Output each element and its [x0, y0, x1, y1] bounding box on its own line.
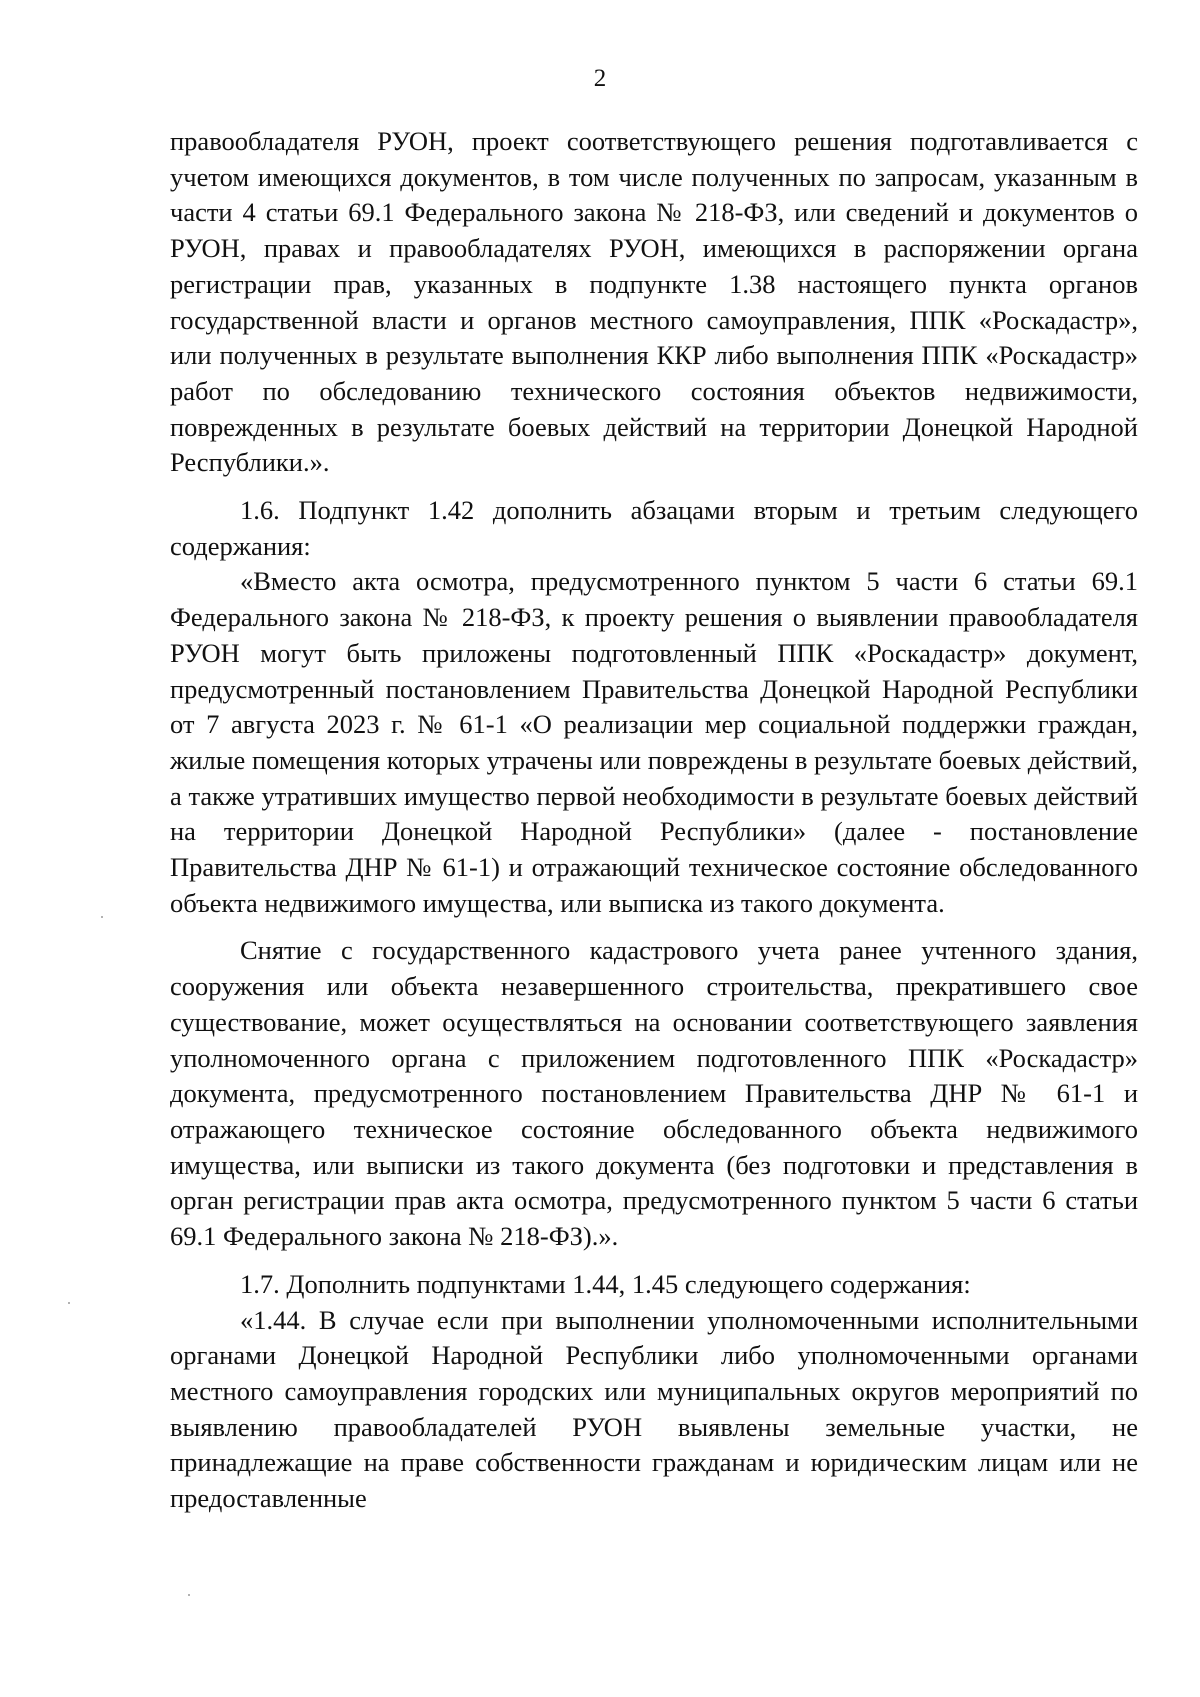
- document-body: [170, 124, 1138, 1517]
- paragraph-item-1-6: 1.6. Подпункт 1.42 дополнить абзацами вторым и третьим следующего содержания:: [170, 495, 1138, 561]
- paragraph-cadastral-removal: Снятие с государственного кадастрового учета ранее учтенного здания, сооружения или объекта незавершенного строительства, прекратившего свое существование, может осуществляться на основании соответствующего заявления уполномоченного органа с приложением подготовленного ППК «Роскадастр» документа, предусмотренного постановлением Правительства ДНР № 61-1 и отражающего техническое состояние обследованного объекта недвижимого имущества, или выписки из такого документа (без подготовки и представления в орган регистрации прав акта осмотра, предусмотренного пунктом 5 части 6 статьи 69.1 Федерального закона № 218-ФЗ).».: [170, 935, 1138, 1252]
- scan-speck: [101, 916, 103, 918]
- paragraph-item-1-44: «1.44. В случае если при выполнении уполномоченными исполнительными органами Донецкой Народной Республики либо уполномоченными органами местного самоуправления городских или муниципальных округов мероприятий по выявлению правообладателей РУОН выявлены земельные участки, не принадлежащие на праве собственности гражданам и юридическим лицам или не предоставленные: [170, 1304, 1138, 1514]
- paragraph-quote-inspection-act: «Вместо акта осмотра, предусмотренного пунктом 5 части 6 статьи 69.1 Федерального закона № 218-ФЗ, к проекту решения о выявлении правообладателя РУОН могут быть приложены подготовленный ППК «Роскадастр» документ, предусмотренный постановлением Правительства Донецкой Народной Республики от 7 августа 2023 г. № 61-1 «О реализации мер социальной поддержки граждан, жилые помещения которых утрачены или повреждены в результате боевых действий, а также утративших имущество первой необходимости в результате боевых действий на территории Донецкой Народной Республики» (далее - постановление Правительства ДНР № 61-1) и отражающий техническое состояние обследованного объекта недвижимого имущества, или выписка из такого документа.: [170, 566, 1138, 918]
- paragraph-continuation: правообладателя РУОН, проект соответствующего решения подготавливается с учетом имеющихся документов, в том числе полученных по запросам, указанным в части 4 статьи 69.1 Федерального закона № 218-ФЗ, или сведений и документов о РУОН, правах и правообладателях РУОН, имеющихся в распоряжении органа регистрации прав, указанных в подпункте 1.38 настоящего пункта органов государственной власти и органов местного самоуправления, ППК «Роскадастр», или полученных в результате выполнения ККР либо выполнения ППК «Роскадастр» работ по обследованию технического состояния объектов недвижимости, поврежденных в результате боевых действий на территории Донецкой Народной Республики.».: [170, 126, 1138, 478]
- scan-speck: [68, 1302, 70, 1304]
- scan-speck: [188, 1594, 190, 1596]
- paragraph-item-1-7: 1.7. Дополнить подпунктами 1.44, 1.45 следующего содержания:: [240, 1268, 971, 1299]
- page-number: 2: [593, 65, 607, 92]
